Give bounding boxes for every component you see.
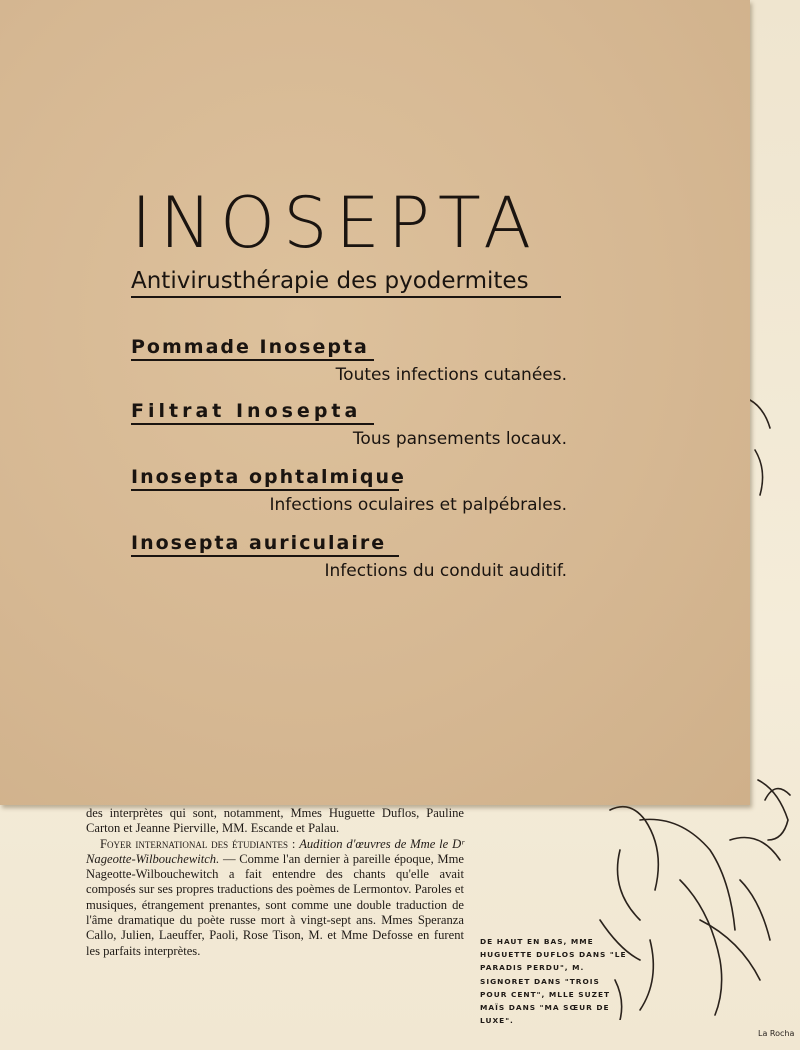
product-name: Inosepta ophtalmique [131, 466, 399, 491]
product-use: Infections oculaires et palpébrales. [269, 495, 567, 515]
photo-caption: DE HAUT EN BAS, MME HUGUETTE DUFLOS DANS "LE PARADIS PERDU", M. SIGNORET DANS "TROIS POUR CENT", MLLE SUZET MAÏS DANS "MA SŒUR DE LUXE". [480, 937, 627, 1026]
article-text [86, 806, 464, 959]
product-item [131, 532, 567, 581]
brand-tagline: Antivirusthérapie des pyodermites [131, 268, 561, 298]
product-name: Pommade Inosepta [131, 336, 374, 361]
venue-name: Foyer international des étudiantes [100, 836, 288, 851]
product-item [131, 400, 567, 449]
illustrator-credit: La Rocha [758, 1029, 795, 1038]
product-use: Infections du conduit auditif. [324, 561, 567, 581]
product-item [131, 336, 567, 385]
article-paragraph: Foyer international des étudiantes : Audition d'œuvres de Mme le Dʳ Nageotte-Wilbouchewitch. — Comme l'an dernier à pareille époque, Mme Nageotte-Wilbouchewitch a fait entendre des chants qu'elle avait composés sur ses propres traductions des poèmes de Lermontov. Paroles et musiques, étrangement prenantes, sont comme une double traduction de l'âme dramatique du poète russe mort à vingt-sept ans. Mmes Speranza Callo, Julien, Laeuffer, Paoli, Rose Tison, M. et Mme Defosse en furent les parfaits interprètes. [86, 836, 464, 958]
article-body: — Comme l'an dernier à pareille époque, Mme Nageotte-Wilbouchewitch a fait entendre des chants qu'elle avait composés sur ses propres traductions des poèmes de Lermontov. Paroles et musiques, étrangement prenantes, sont comme une double traduction de l'âme dramatique du poète russe mort à vingt-sept ans. Mmes Speranza Callo, Julien, Laeuffer, Paoli, Rose Tison, M. et Mme Defosse en furent les parfaits interprètes. [86, 851, 464, 958]
article-paragraph: des interprètes qui sont, notamment, Mmes Huguette Duflos, Pauline Carton et Jeanne Pierville, MM. Escande et Palau. [86, 806, 464, 836]
product-name: Filtrat Inosepta [131, 400, 374, 425]
product-use: Toutes infections cutanées. [335, 365, 567, 385]
product-name: Inosepta auriculaire [131, 532, 399, 557]
brand-title: INOSEPTA [131, 182, 540, 264]
product-item [131, 466, 567, 515]
product-use: Tous pansements locaux. [352, 429, 567, 449]
event-title: Audition d'œuvres de Mme le Dʳ Nageotte-Wilbouchewitch. [86, 836, 464, 866]
